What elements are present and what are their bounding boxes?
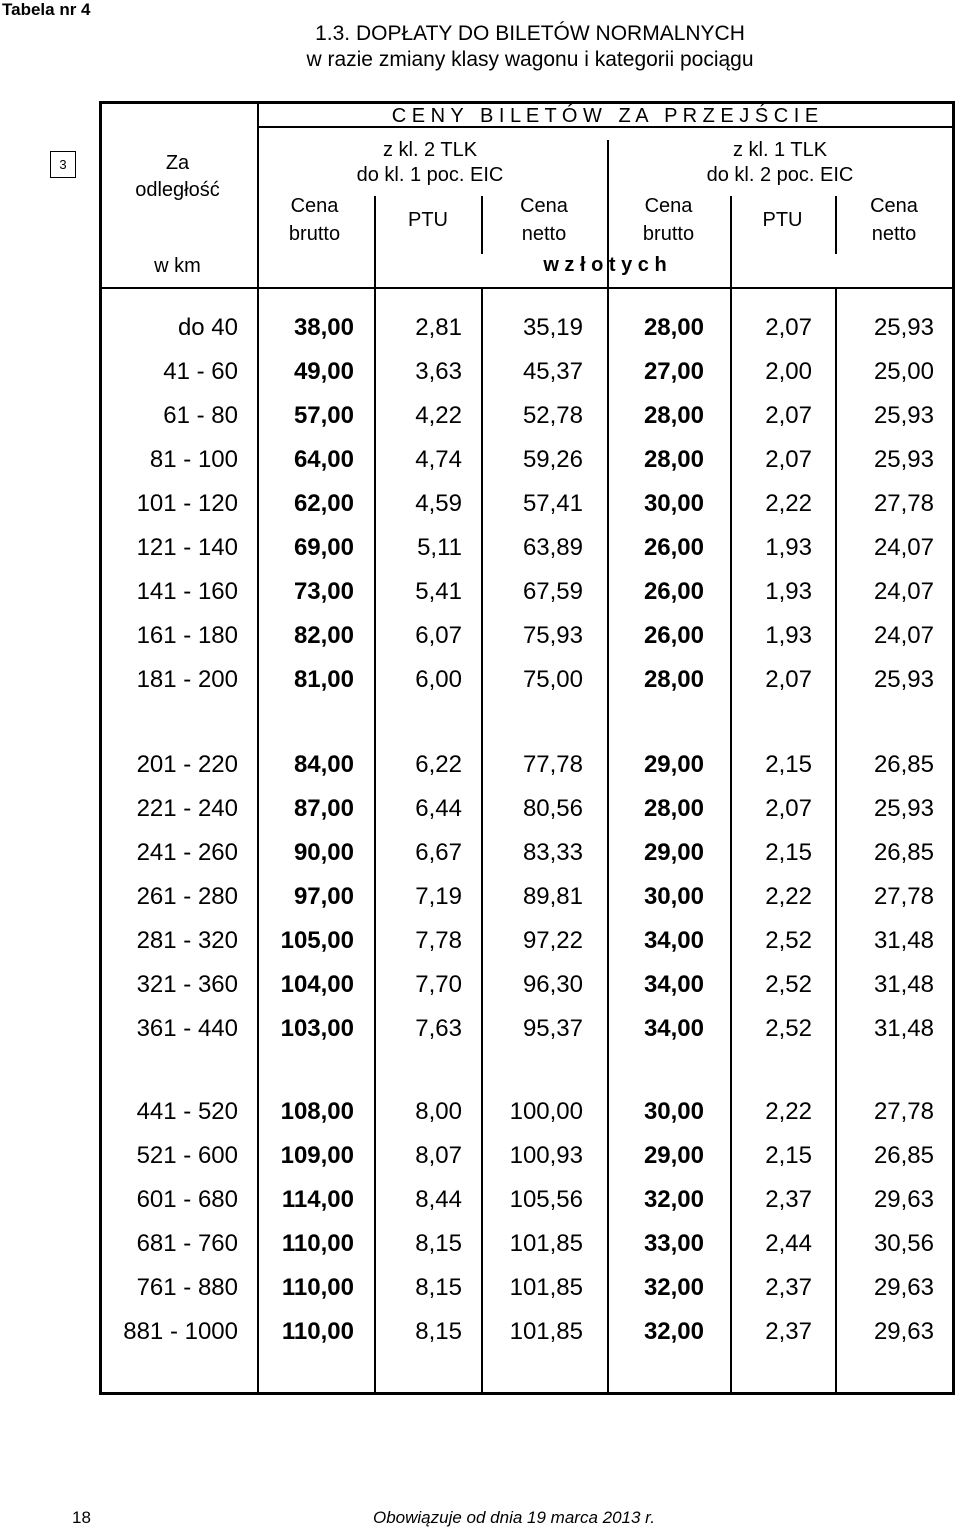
cell-cena-brutto-kl2: 57,00	[293, 402, 354, 429]
cell-ptu-kl2: 8,15	[415, 1230, 462, 1257]
header-cena-netto-1: Cena	[520, 195, 568, 217]
cell-ptu-kl1: 2,07	[765, 795, 812, 822]
cell-cena-brutto-kl1: 27,00	[643, 358, 704, 385]
cell-cena-netto-kl2: 101,85	[509, 1274, 583, 1301]
header-group1-line2: do kl. 1 poc. EIC	[356, 164, 504, 186]
cell-cena-netto-kl2: 63,89	[522, 534, 583, 561]
header-netto-2: netto	[871, 223, 917, 245]
cell-ptu-kl1: 2,22	[765, 1098, 812, 1125]
cell-distance: 161 - 180	[136, 622, 238, 649]
cell-ptu-kl2: 6,07	[415, 622, 462, 649]
cell-cena-brutto-kl2: 84,00	[293, 751, 354, 778]
rule-header-bottom	[102, 287, 955, 289]
cell-ptu-kl2: 5,41	[415, 578, 462, 605]
cell-cena-brutto-kl2: 104,00	[280, 971, 354, 998]
cell-distance: 201 - 220	[136, 751, 238, 778]
header-currency: w z ł o t y c h	[543, 254, 667, 276]
title-line-1: 1.3. DOPŁATY DO BILETÓW NORMALNYCH	[315, 22, 745, 45]
cell-cena-netto-kl1: 26,85	[873, 751, 934, 778]
cell-cena-netto-kl1: 27,78	[873, 883, 934, 910]
cell-cena-brutto-kl2: 110,00	[281, 1318, 354, 1345]
header-cena-netto-2: Cena	[870, 195, 918, 217]
cell-cena-brutto-kl2: 87,00	[293, 795, 354, 822]
cell-cena-netto-kl1: 25,93	[873, 314, 934, 341]
cell-ptu-kl2: 6,67	[415, 839, 462, 866]
cell-cena-netto-kl1: 27,78	[873, 1098, 934, 1125]
cell-cena-brutto-kl1: 28,00	[643, 402, 704, 429]
header-brutto-1: brutto	[288, 223, 341, 245]
cell-ptu-kl2: 6,22	[415, 751, 462, 778]
header-group2-line1: z kl. 1 TLK	[732, 139, 828, 161]
cell-ptu-kl2: 8,15	[415, 1274, 462, 1301]
cell-cena-brutto-kl1: 26,00	[643, 534, 704, 561]
cell-cena-brutto-kl2: 82,00	[293, 622, 354, 649]
cell-cena-brutto-kl1: 30,00	[643, 883, 704, 910]
cell-cena-brutto-kl2: 109,00	[280, 1142, 354, 1169]
cell-cena-brutto-kl2: 73,00	[293, 578, 354, 605]
cell-cena-netto-kl2: 89,81	[522, 883, 583, 910]
cell-cena-brutto-kl2: 62,00	[293, 490, 354, 517]
cell-ptu-kl1: 2,52	[765, 971, 812, 998]
cell-cena-netto-kl2: 95,37	[522, 1015, 583, 1042]
cell-cena-netto-kl1: 30,56	[873, 1230, 934, 1257]
cell-cena-netto-kl2: 77,78	[522, 751, 583, 778]
cell-ptu-kl1: 2,22	[765, 883, 812, 910]
cell-cena-netto-kl1: 29,63	[873, 1186, 934, 1213]
cell-cena-netto-kl2: 80,56	[522, 795, 583, 822]
cell-ptu-kl1: 1,93	[765, 578, 812, 605]
side-number-box	[50, 151, 76, 178]
cell-ptu-kl1: 2,37	[765, 1186, 812, 1213]
cell-cena-netto-kl1: 24,07	[873, 622, 934, 649]
cell-cena-netto-kl1: 31,48	[873, 971, 934, 998]
cell-cena-brutto-kl1: 28,00	[643, 314, 704, 341]
cell-ptu-kl2: 4,59	[415, 490, 462, 517]
header-group2-line2: do kl. 2 poc. EIC	[706, 164, 854, 186]
cell-ptu-kl1: 2,15	[765, 751, 812, 778]
cell-cena-netto-kl1: 25,00	[873, 358, 934, 385]
cell-ptu-kl2: 7,63	[415, 1015, 462, 1042]
footer-note: Obowiązuje od dnia 19 marca 2013 r.	[373, 1508, 655, 1527]
cell-ptu-kl2: 8,07	[415, 1142, 462, 1169]
cell-distance: 441 - 520	[136, 1098, 238, 1125]
cell-distance: 261 - 280	[136, 883, 238, 910]
cell-cena-netto-kl2: 75,93	[522, 622, 583, 649]
cell-distance: 241 - 260	[136, 839, 238, 866]
cell-cena-brutto-kl2: 81,00	[293, 666, 354, 693]
cell-cena-netto-kl2: 52,78	[522, 402, 583, 429]
cell-cena-netto-kl1: 25,93	[873, 402, 934, 429]
cell-distance: 221 - 240	[136, 795, 238, 822]
cell-cena-brutto-kl1: 30,00	[643, 490, 704, 517]
cell-ptu-kl1: 2,07	[765, 666, 812, 693]
cell-cena-brutto-kl2: 103,00	[280, 1015, 354, 1042]
cell-ptu-kl1: 1,93	[765, 534, 812, 561]
cell-ptu-kl1: 1,93	[765, 622, 812, 649]
cell-ptu-kl2: 4,74	[415, 446, 462, 473]
cell-ptu-kl1: 2,37	[765, 1318, 812, 1345]
cell-cena-netto-kl1: 27,78	[873, 490, 934, 517]
header-netto-1: netto	[521, 223, 567, 245]
cell-distance: 81 - 100	[149, 446, 238, 473]
cell-distance: 321 - 360	[136, 971, 238, 998]
cell-cena-brutto-kl2: 97,00	[293, 883, 354, 910]
cell-cena-brutto-kl2: 114,00	[281, 1186, 354, 1213]
cell-cena-brutto-kl1: 34,00	[643, 971, 704, 998]
cell-cena-netto-kl1: 26,85	[873, 839, 934, 866]
header-cena-2: Cena	[644, 195, 693, 217]
cell-ptu-kl1: 2,00	[765, 358, 812, 385]
cell-distance: 881 - 1000	[123, 1318, 238, 1345]
cell-ptu-kl1: 2,15	[765, 1142, 812, 1169]
cell-cena-brutto-kl1: 33,00	[643, 1230, 704, 1257]
cell-cena-brutto-kl1: 29,00	[643, 1142, 704, 1169]
cell-ptu-kl1: 2,07	[765, 446, 812, 473]
header-ptu-1: PTU	[408, 209, 448, 231]
cell-distance: 121 - 140	[136, 534, 238, 561]
cell-ptu-kl1: 2,52	[765, 1015, 812, 1042]
cell-ptu-kl2: 5,11	[417, 534, 462, 561]
cell-cena-brutto-kl1: 34,00	[643, 1015, 704, 1042]
cell-cena-brutto-kl2: 110,00	[281, 1230, 354, 1257]
table-label: Tabela nr 4	[2, 0, 91, 19]
cell-cena-brutto-kl1: 26,00	[643, 578, 704, 605]
cell-distance: 141 - 160	[136, 578, 238, 605]
cell-ptu-kl1: 2,07	[765, 314, 812, 341]
cell-cena-netto-kl1: 31,48	[873, 1015, 934, 1042]
cell-ptu-kl2: 8,15	[415, 1318, 462, 1345]
cell-ptu-kl2: 6,44	[415, 795, 462, 822]
cell-cena-brutto-kl1: 32,00	[643, 1186, 704, 1213]
cell-distance: 361 - 440	[136, 1015, 238, 1042]
cell-cena-netto-kl1: 26,85	[873, 1142, 934, 1169]
cell-ptu-kl2: 7,78	[415, 927, 462, 954]
side-number: 3	[59, 157, 67, 172]
cell-cena-brutto-kl1: 30,00	[643, 1098, 704, 1125]
cell-cena-netto-kl2: 105,56	[509, 1186, 583, 1213]
cell-cena-brutto-kl2: 110,00	[281, 1274, 354, 1301]
cell-cena-netto-kl2: 67,59	[522, 578, 583, 605]
page-number: 18	[72, 1508, 91, 1527]
header-group1-line1: z kl. 2 TLK	[382, 139, 478, 161]
cell-cena-netto-kl2: 57,41	[522, 490, 583, 517]
cell-distance: 281 - 320	[136, 927, 238, 954]
cell-distance: 601 - 680	[136, 1186, 238, 1213]
cell-ptu-kl2: 7,70	[415, 971, 462, 998]
cell-cena-netto-kl1: 29,63	[873, 1274, 934, 1301]
cell-distance: 181 - 200	[136, 666, 238, 693]
cell-cena-brutto-kl2: 49,00	[293, 358, 354, 385]
cell-cena-brutto-kl2: 64,00	[293, 446, 354, 473]
cell-ptu-kl2: 4,22	[415, 402, 462, 429]
cell-ptu-kl2: 7,19	[415, 883, 462, 910]
cell-distance: 761 - 880	[136, 1274, 238, 1301]
cell-distance: 681 - 760	[136, 1230, 238, 1257]
cell-cena-netto-kl1: 25,93	[873, 795, 934, 822]
cell-cena-netto-kl2: 101,85	[509, 1318, 583, 1345]
cell-cena-brutto-kl1: 29,00	[643, 839, 704, 866]
cell-ptu-kl1: 2,52	[765, 927, 812, 954]
cell-cena-netto-kl1: 25,93	[873, 446, 934, 473]
cell-distance: 61 - 80	[163, 402, 238, 429]
cell-cena-brutto-kl2: 105,00	[280, 927, 354, 954]
cell-cena-brutto-kl1: 28,00	[643, 446, 704, 473]
cell-ptu-kl1: 2,37	[765, 1274, 812, 1301]
cell-cena-netto-kl2: 59,26	[522, 446, 583, 473]
cell-distance: 41 - 60	[163, 358, 238, 385]
header-distance-line2: odległość	[135, 179, 220, 201]
cell-cena-netto-kl2: 100,93	[509, 1142, 583, 1169]
cell-cena-brutto-kl2: 69,00	[293, 534, 354, 561]
cell-cena-netto-kl2: 83,33	[522, 839, 583, 866]
cell-cena-brutto-kl1: 32,00	[643, 1318, 704, 1345]
cell-distance: 101 - 120	[136, 490, 238, 517]
cell-ptu-kl1: 2,15	[765, 839, 812, 866]
header-brutto-2: brutto	[642, 223, 695, 245]
cell-cena-brutto-kl1: 32,00	[643, 1274, 704, 1301]
cell-distance: do 40	[177, 314, 238, 341]
cell-cena-netto-kl2: 75,00	[522, 666, 583, 693]
cell-ptu-kl2: 3,63	[415, 358, 462, 385]
cell-ptu-kl2: 6,00	[415, 666, 462, 693]
cell-ptu-kl1: 2,44	[765, 1230, 812, 1257]
cell-cena-netto-kl1: 24,07	[873, 534, 934, 561]
header-distance-unit: w km	[154, 255, 201, 277]
cell-cena-netto-kl1: 24,07	[873, 578, 934, 605]
cell-cena-brutto-kl1: 26,00	[643, 622, 704, 649]
header-ptu-2: PTU	[762, 209, 803, 231]
cell-cena-netto-kl2: 45,37	[522, 358, 583, 385]
cell-distance: 521 - 600	[136, 1142, 238, 1169]
cell-cena-brutto-kl1: 28,00	[643, 666, 704, 693]
cell-cena-netto-kl2: 100,00	[509, 1098, 583, 1125]
header-distance-line1: Za	[165, 152, 190, 174]
cell-cena-brutto-kl1: 29,00	[643, 751, 704, 778]
cell-cena-brutto-kl2: 108,00	[280, 1098, 354, 1125]
cell-cena-netto-kl1: 25,93	[873, 666, 934, 693]
cell-cena-netto-kl2: 35,19	[522, 314, 583, 341]
cell-ptu-kl2: 2,81	[415, 314, 462, 341]
cell-cena-netto-kl1: 29,63	[873, 1318, 934, 1345]
cell-cena-netto-kl2: 101,85	[509, 1230, 583, 1257]
cell-cena-brutto-kl1: 28,00	[643, 795, 704, 822]
cell-ptu-kl1: 2,07	[765, 402, 812, 429]
cell-ptu-kl2: 8,44	[415, 1186, 462, 1213]
cell-cena-netto-kl1: 31,48	[873, 927, 934, 954]
cell-ptu-kl2: 8,00	[415, 1098, 462, 1125]
title-line-2: w razie zmiany klasy wagonu i kategorii pociągu	[306, 48, 754, 71]
cell-cena-brutto-kl2: 90,00	[293, 839, 354, 866]
cell-cena-netto-kl2: 97,22	[522, 927, 583, 954]
cell-ptu-kl1: 2,22	[765, 490, 812, 517]
cell-cena-brutto-kl2: 38,00	[293, 314, 354, 341]
header-prices-title: C E N Y B I L E T Ó W Z A P R Z E J Ś C I E	[391, 105, 819, 127]
cell-cena-brutto-kl1: 34,00	[643, 927, 704, 954]
header-cena-1: Cena	[290, 195, 339, 217]
cell-cena-netto-kl2: 96,30	[522, 971, 583, 998]
